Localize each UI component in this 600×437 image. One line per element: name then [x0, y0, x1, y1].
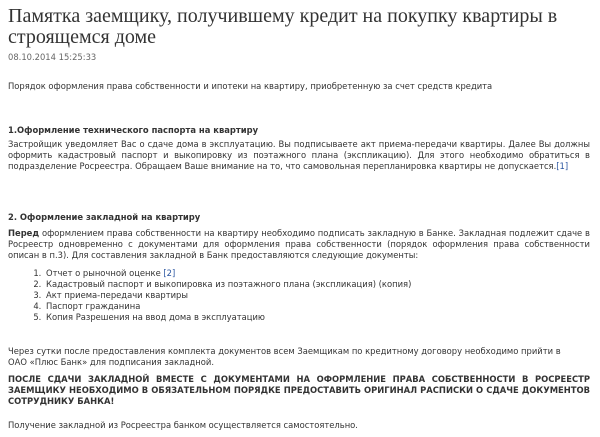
section2-heading: 2. Оформление закладной на квартиру	[8, 212, 201, 222]
article-title: Памятка заемщику, получившему кредит на покупку квартиры в строящемся доме	[8, 5, 558, 48]
list-item-text: Паспорт гражданина	[46, 301, 141, 311]
signing-notice: Через сутки после предоставления комплекта документов всем Заемщикам по кредитному договору необходимо прийти в ОАО «Плюс Банк» для подписания закладной.	[8, 346, 561, 367]
list-item	[44, 268, 584, 279]
section2-lead: Перед	[8, 228, 40, 238]
list-item	[44, 301, 584, 312]
final-note: Получение закладной из Росреестра банком осуществляется самостоятельно.	[8, 420, 358, 430]
documents-list	[30, 268, 584, 323]
list-item-text: Отчет о рыночной оценке	[46, 268, 164, 278]
article-intro: Порядок оформления права собственности и ипотеки на квартиру, приобретенную за счет средств кредита	[8, 81, 493, 91]
list-item	[44, 290, 584, 301]
list-item	[44, 279, 584, 290]
section1-heading: 1.Оформление технического паспорта на квартиру	[8, 125, 259, 135]
footnote-link-2[interactable]: [2]	[163, 268, 176, 278]
warning-text: ПОСЛЕ СДАЧИ ЗАКЛАДНОЙ ВМЕСТЕ С ДОКУМЕНТАМИ НА ОФОРМЛЕНИЕ ПРАВА СОБСТВЕННОСТИ В РОСРЕЕСТР ЗАЕМЩИКУ НЕОБХОДИМО В ОБЯЗАТЕЛЬНОМ ПОРЯДКЕ ПРЕДОСТАВИТЬ ОРИГИНАЛ РАСПИСКИ О СДАЧЕ ДОКУМЕНТОВ СОТРУДНИКУ БАНКА!	[8, 374, 590, 406]
section2-body	[8, 228, 590, 261]
list-item-text: Акт приема-передачи квартиры	[46, 290, 188, 300]
section1-body	[8, 139, 590, 172]
list-item-text: Копия Разрешения на ввод дома в эксплуатацию	[46, 312, 265, 322]
article-date: 08.10.2014 15:25:33	[8, 52, 97, 62]
list-item	[44, 312, 584, 323]
section1-text: Застройщик уведомляет Вас о сдаче дома в эксплуатацию. Вы подписываете акт приема-передачи квартиры. Далее Вы должны оформить кадастровый паспорт и выкопировку из поэтажного плана (экспликацию). Для этого необходимо обратиться в подразделение Росреестра. Обращаем Ваше внимание на то, что самовольная перепланировка квартиры не допускается.	[8, 139, 590, 171]
list-item-text: Кадастровый паспорт и выкопировка из поэтажного плана (экспликация) (копия)	[46, 279, 412, 289]
section2-text: оформлением права собственности на квартиру необходимо подписать закладную в Банке. Закладная подлежит сдаче в Росреестр одновременно с документами для оформления права собственности (порядок оформления права собственности описан в п.3). Для составления закладной в Банк предоставляются следующие документы:	[8, 228, 590, 260]
footnote-link-1[interactable]: [1]	[556, 161, 569, 171]
